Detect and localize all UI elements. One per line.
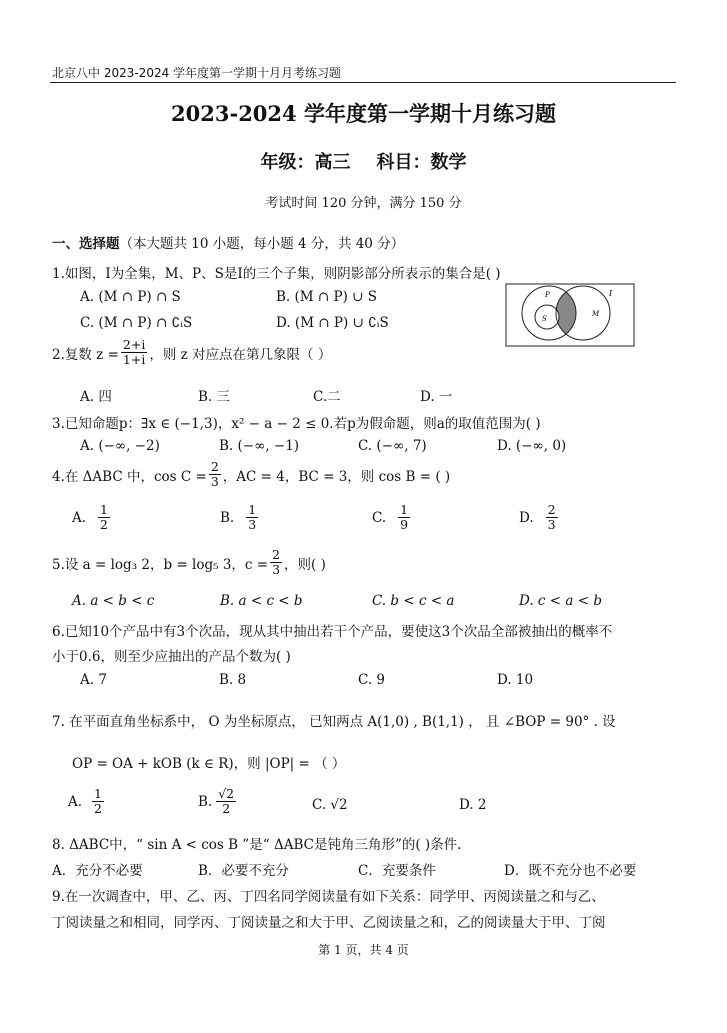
exam-title: 2023-2024 学年度第一学期十月练习题	[171, 101, 556, 126]
q2-stem	[52, 338, 331, 368]
q5-c-num: 2	[272, 547, 281, 562]
q4-option-b	[220, 503, 260, 533]
page-footer: 第 1 页，共 4 页	[318, 943, 409, 957]
q1-option-c: C. (M ∩ P) ∩ ∁ᵢS	[80, 315, 193, 331]
q2-post: ，则 z 对应点在第几象限（ ）	[149, 346, 332, 363]
q5-pre: 5.设 a = log₃ 2，b = log₅ 3，c =	[52, 556, 269, 573]
q3-option-d: D. (−∞, 0)	[497, 438, 567, 454]
q7-b-den: 2	[222, 801, 231, 817]
section-note: （本大题共 10 小题，每小题 4 分，共 40 分）	[119, 236, 405, 252]
venn-label-m: M	[592, 310, 600, 318]
q2-frac-num: 2+i	[122, 337, 146, 352]
q7-line2: OP = OA + kOB (k ∈ R)，则 |OP| = （ ）	[72, 756, 346, 772]
q7-a-num: 1	[94, 786, 102, 801]
q1-option-b: B. (M ∩ P) ∪ S	[276, 289, 377, 305]
q9-line1: 9.在一次调查中，甲、乙、丙、丁四名同学阅读量有如下关系：同学甲、丙阅读量之和与乙、	[52, 889, 605, 905]
q2-pre: 2.复数 z =	[52, 346, 119, 363]
q2-option-c: C.二	[313, 389, 341, 405]
q2-option-a: A. 四	[80, 389, 112, 405]
q6-option-d: D. 10	[497, 672, 534, 688]
venn-label-s: S	[542, 315, 547, 323]
q4-stem	[52, 460, 450, 490]
q3-stem: 3.已知命题p：∃x ∈ (−1,3)，x² − a − 2 ≤ 0.若p为假命题，则a的取值范围为( )	[52, 416, 541, 432]
q7-a-den: 2	[94, 801, 102, 817]
venn-label-p: P	[545, 291, 550, 299]
q4-option-b-label: B.	[220, 509, 235, 526]
q1-option-a: A. (M ∩ P) ∩ S	[80, 289, 181, 305]
q4-pre: 4.在 ΔABC 中，cos C =	[52, 468, 207, 485]
q3-option-b: B. (−∞, −1)	[219, 438, 300, 454]
section-label: 一、选择题	[52, 236, 120, 252]
q5-stem	[52, 548, 326, 578]
q4-option-d-fraction	[546, 503, 558, 533]
exam-info: 考试时间 120 分钟，满分 150 分	[265, 196, 462, 211]
q5-c-den: 3	[272, 562, 281, 578]
venn-diagram	[505, 283, 635, 347]
q3-option-a: A. (−∞, −2)	[80, 438, 160, 454]
q7-option-b-label: B.	[198, 793, 213, 810]
q4-cos-c-fraction	[209, 460, 221, 490]
grade-label: 年级：高三	[260, 152, 351, 173]
q8-stem: 8. ΔABC中，“ sin A < cos B ”是“ ΔABC是钝角三角形”的( )条件.	[52, 837, 462, 853]
q5-option-c: C. b < c < a	[372, 593, 455, 609]
q7-b-num: √2	[218, 786, 235, 801]
q4-post: ，AC = 4，BC = 3，则 cos B = ( )	[222, 468, 451, 485]
q7-option-c: C. √2	[312, 797, 348, 813]
q8-option-d: D．既不充分也不必要	[504, 863, 637, 879]
q6-line1: 6.已知10个产品中有3个次品，现从其中抽出若干个产品，要使这3个次品全部被抽出的概率不	[52, 624, 613, 640]
q2-option-b: B. 三	[198, 389, 231, 405]
q4-a-num: 1	[100, 502, 108, 517]
q8-option-c: C．充要条件	[358, 863, 436, 879]
q9-line2: 丁阅读量之和相同，同学丙、丁阅读量之和大于甲、乙阅读量之和，乙的阅读量大于甲、丁阅	[52, 915, 606, 931]
subject-label: 科目：数学	[376, 152, 467, 173]
q2-frac-den: 1+i	[122, 352, 146, 368]
q6-option-a: A. 7	[80, 672, 107, 688]
q4-option-c-label: C.	[372, 509, 387, 526]
q7-line1: 7. 在平面直角坐标系中， O 为坐标原点， 已知两点 A(1,0) , B(1,1) ， 且 ∠BOP = 90° . 设	[52, 714, 616, 730]
q4-option-b-fraction	[246, 503, 258, 533]
section-heading	[52, 232, 404, 252]
page-header: 北京八中 2023-2024 学年度第一学期十月月考练习题	[52, 66, 342, 80]
q5-post: ，则( )	[284, 556, 326, 573]
exam-subtitle	[0, 148, 727, 174]
q4-option-d-label: D.	[519, 509, 534, 526]
q1-option-d: D. (M ∩ P) ∪ ∁ᵢS	[276, 315, 389, 331]
header-rule	[50, 82, 676, 83]
q4-option-a	[72, 503, 112, 533]
q6-line2: 小于0.6，则至少应抽出的产品个数为( )	[52, 649, 291, 665]
q4-d-num: 2	[547, 502, 556, 517]
q4-option-a-fraction	[98, 503, 110, 533]
q4-cos-c-num: 2	[210, 459, 219, 474]
q7-option-b	[198, 787, 238, 817]
q8-option-b: B．必要不充分	[198, 863, 289, 879]
q4-option-c-fraction	[398, 503, 410, 533]
q5-option-b: B. a < c < b	[220, 593, 303, 609]
q7-option-d: D. 2	[459, 797, 487, 813]
q4-d-den: 3	[547, 517, 556, 533]
q2-option-d: D. 一	[420, 389, 453, 405]
q7-option-a-fraction	[92, 787, 104, 817]
q2-fraction	[121, 338, 147, 368]
venn-label-i: I	[609, 289, 613, 298]
q7-option-a-label: A.	[68, 793, 83, 810]
q5-c-fraction	[270, 548, 282, 578]
q5-option-d: D. c < a < b	[519, 593, 602, 609]
q6-option-b: B. 8	[219, 672, 247, 688]
q4-a-den: 2	[100, 517, 108, 533]
q7-option-a	[68, 787, 106, 817]
q6-option-c: C. 9	[358, 672, 386, 688]
q4-c-num: 1	[400, 502, 409, 517]
q4-b-num: 1	[248, 502, 257, 517]
q1-stem: 1.如图，I为全集，M、P、S是I的三个子集，则阴影部分所表示的集合是( )	[52, 266, 501, 282]
q3-option-c: C. (−∞, 7)	[358, 438, 427, 454]
q4-c-den: 9	[400, 517, 409, 533]
q4-option-c	[372, 503, 412, 533]
q4-option-d	[519, 503, 560, 533]
q5-option-a: A. a < b < c	[72, 593, 155, 609]
q8-option-a: A．充分不必要	[52, 863, 143, 879]
q7-option-b-fraction	[216, 787, 236, 817]
q4-b-den: 3	[248, 517, 257, 533]
q4-option-a-label: A.	[72, 509, 87, 526]
q4-cos-c-den: 3	[210, 474, 219, 490]
